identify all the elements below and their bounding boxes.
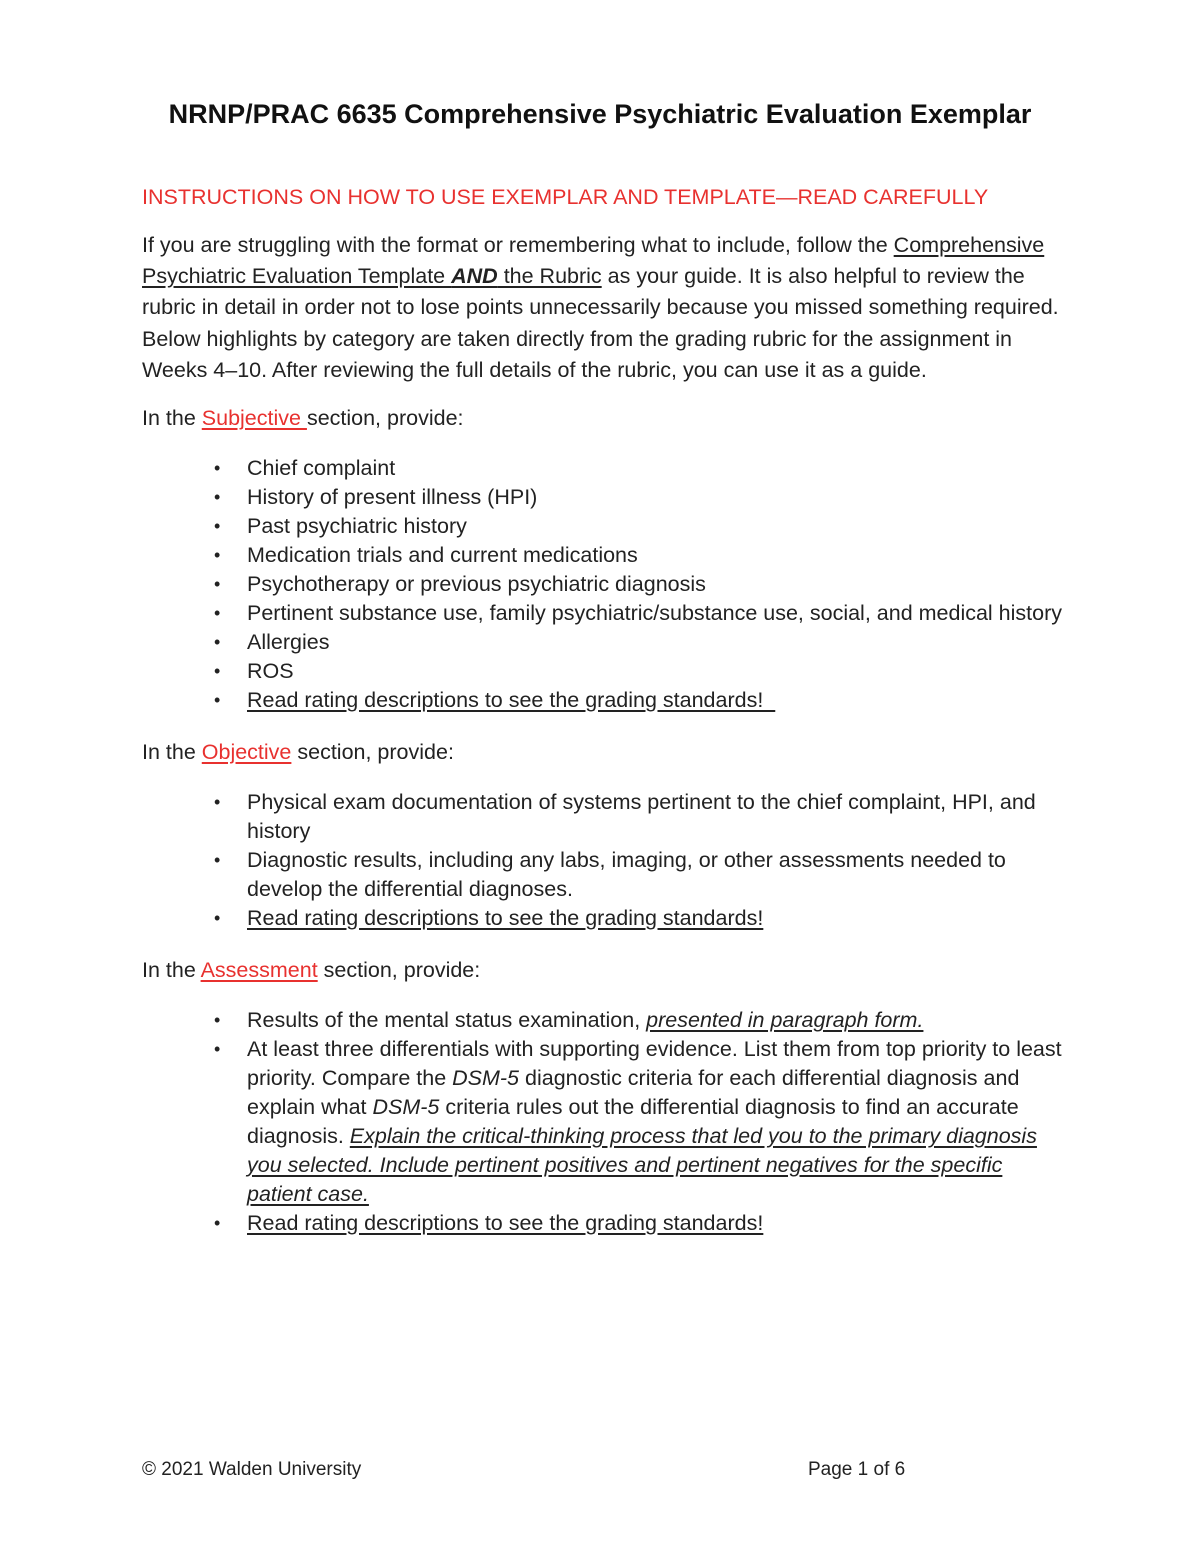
list-item-text: History of present illness (HPI) <box>247 485 538 510</box>
list-item <box>142 570 1062 599</box>
bullet-icon: • <box>214 574 221 595</box>
lead-text: In the <box>142 740 202 765</box>
and-emphasis: AND <box>451 264 498 289</box>
list-item-text: Past psychiatric history <box>247 514 467 539</box>
dsm-reference: DSM-5 <box>452 1066 520 1091</box>
list-item <box>142 1209 1062 1238</box>
bullet-icon: • <box>214 661 221 682</box>
list-item <box>142 1035 1062 1209</box>
list-item <box>142 686 1062 715</box>
instructions-heading: INSTRUCTIONS ON HOW TO USE EXEMPLAR AND TEMPLATE—READ CAREFULLY <box>142 185 989 209</box>
lead-text: section, provide: <box>291 740 454 765</box>
bullet-icon: • <box>214 1039 221 1060</box>
list-item-text: Psychotherapy or previous psychiatric diagnosis <box>247 572 706 597</box>
intro-text-1: If you are struggling with the format or remembering what to include, follow the <box>142 233 894 257</box>
list-item-text: Pertinent substance use, family psychiatric/substance use, social, and medical history <box>247 601 1063 626</box>
list-item-text: criteria rules out the differential diagnosis to find an accurate diagnosis. <box>247 1095 1019 1149</box>
bullet-icon: • <box>214 850 221 871</box>
list-item <box>142 657 1062 686</box>
bullet-icon: • <box>214 487 221 508</box>
list-item <box>142 483 1062 512</box>
list-item <box>142 846 1062 904</box>
list-item-text: diagnostic criteria for each differential diagnosis and explain what <box>247 1066 1020 1120</box>
list-item-text: Medication trials and current medications <box>247 543 638 568</box>
list-item-text: ROS <box>247 659 294 684</box>
list-item <box>142 454 1062 483</box>
rubric-link[interactable]: the Rubric <box>497 264 602 289</box>
list-item-text: Allergies <box>247 630 330 655</box>
page-title: NRNP/PRAC 6635 Comprehensive Psychiatric Evaluation Exemplar <box>168 99 1032 129</box>
list-item <box>142 541 1062 570</box>
list-item <box>142 1006 1062 1035</box>
assessment-rating-link[interactable]: Read rating descriptions to see the grading standards! <box>247 1211 764 1236</box>
list-item <box>142 599 1062 628</box>
document-body <box>142 182 1062 1260</box>
bullet-icon: • <box>214 545 221 566</box>
bullet-icon: • <box>214 908 221 929</box>
footer-page-number: Page 1 of 6 <box>808 1459 906 1480</box>
assessment-section-link[interactable]: Assessment <box>200 958 318 983</box>
list-item <box>142 788 1062 846</box>
assessment-list <box>142 1006 1062 1238</box>
assessment-lead <box>142 955 1062 986</box>
bullet-icon: • <box>214 792 221 813</box>
list-item <box>142 512 1062 541</box>
bullet-icon: • <box>214 516 221 537</box>
emphasis-text: Explain the critical-thinking process that led you to the primary diagnosis you selected. Include pertinent positives and pertinent negatives for the specific patient case. <box>247 1124 1037 1207</box>
lead-text: In the <box>142 958 201 983</box>
intro-text-2: as your guide. It is also helpful to review the rubric in detail in order not to lose points unnecessarily because you missed something required. Below highlights by category are taken directly from the grading rubric for the assignment in Weeks 4–10. After reviewing the full details of the rubric, you can use it as a guide. <box>142 264 1059 382</box>
subjective-list <box>142 454 1062 715</box>
bullet-icon: • <box>214 458 221 479</box>
dsm-reference: DSM-5 <box>372 1095 440 1120</box>
intro-paragraph <box>142 230 1062 386</box>
list-item <box>142 628 1062 657</box>
list-item-text: Chief complaint <box>247 456 396 481</box>
list-item-text: Physical exam documentation of systems pertinent to the chief complaint, HPI, and history <box>247 790 1036 844</box>
footer-copyright: © 2021 Walden University <box>142 1459 362 1480</box>
objective-lead <box>142 737 1062 768</box>
bullet-icon: • <box>214 632 221 653</box>
list-item <box>142 904 1062 933</box>
lead-text: In the <box>142 406 202 431</box>
objective-section-link[interactable]: Objective <box>201 740 292 765</box>
bullet-icon: • <box>214 603 221 624</box>
list-item-text: At least three differentials with supporting evidence. List them from top priority to least priority. Compare the <box>247 1037 1062 1091</box>
bullet-icon: • <box>214 1010 221 1031</box>
template-link[interactable]: Comprehensive Psychiatric Evaluation Template <box>142 233 1045 289</box>
bullet-icon: • <box>214 690 221 711</box>
list-item-text: Diagnostic results, including any labs, imaging, or other assessments needed to develop the differential diagnoses. <box>247 848 1006 902</box>
list-item-text: Results of the mental status examination, <box>247 1008 647 1033</box>
objective-list <box>142 788 1062 933</box>
bullet-icon: • <box>214 1213 221 1234</box>
lead-text: section, provide: <box>317 958 481 983</box>
subjective-lead <box>142 403 1062 434</box>
objective-rating-link[interactable]: Read rating descriptions to see the grading standards! <box>247 906 764 931</box>
subjective-rating-link[interactable]: Read rating descriptions to see the grading standards! <box>247 688 776 713</box>
emphasis-text: presented in paragraph form. <box>646 1008 924 1033</box>
lead-text: section, provide: <box>306 406 464 431</box>
subjective-section-link[interactable]: Subjective <box>201 406 307 431</box>
